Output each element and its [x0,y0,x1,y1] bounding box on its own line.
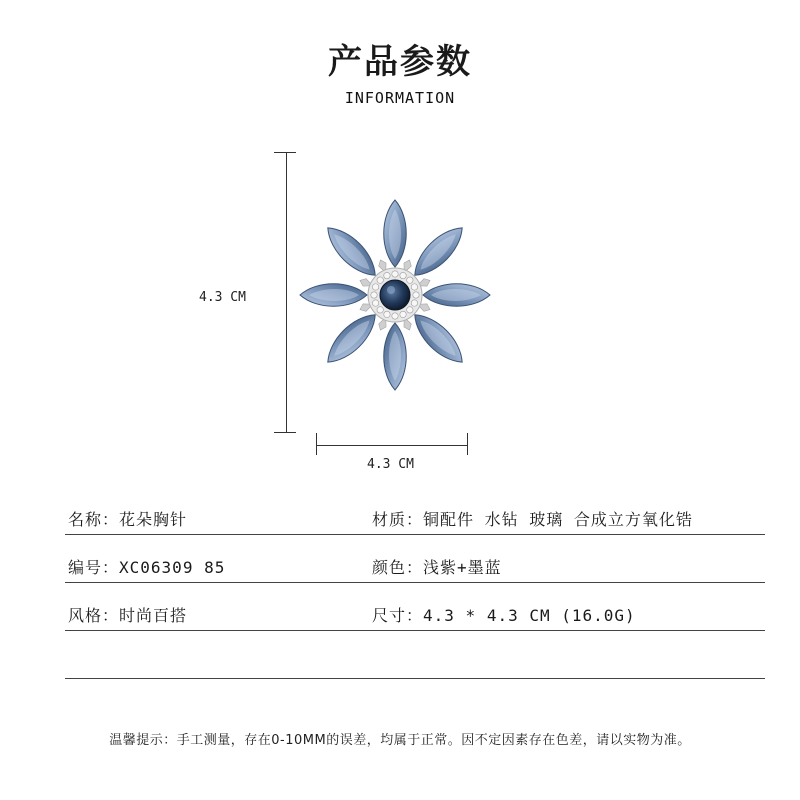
spec-name: 名称：花朵胸针 [68,510,188,529]
height-dimension-line [286,152,287,433]
spec-divider [65,582,765,583]
brooch-petal [300,277,374,306]
spec-color: 颜色：浅紫+墨蓝 [372,558,502,577]
height-dimension-label: 4.3 CM [199,290,246,305]
width-dimension-right-cap [467,433,468,455]
spec-code: 编号：XC06309 85 [68,558,226,577]
brooch-center [368,268,422,322]
spec-material: 材质：铜配件 水钻 玻璃 合成立方氧化锆 [372,510,693,529]
width-dimension-label: 4.3 CM [367,457,414,472]
brooch-petal [377,316,406,390]
page-subtitle: INFORMATION [344,89,456,107]
brooch-petal [416,284,490,313]
spec-style: 风格：时尚百搭 [68,606,188,625]
brooch-petal [384,200,413,274]
disclaimer-notice: 温馨提示：手工测量，存在0-10MM的误差，均属于正常。因不定因素存在色差，请以实物为准。 [109,733,691,748]
height-dimension-top-cap [274,152,296,153]
spec-size: 尺寸：4.3 * 4.3 CM (16.0G) [372,606,636,625]
spec-divider [65,630,765,631]
page-title: 产品参数 [328,42,472,82]
spec-divider [65,678,765,679]
flower-brooch-image [295,195,495,395]
width-dimension-line [316,445,467,446]
width-dimension-left-cap [316,433,317,455]
spec-divider [65,534,765,535]
height-dimension-bottom-cap [274,432,296,433]
